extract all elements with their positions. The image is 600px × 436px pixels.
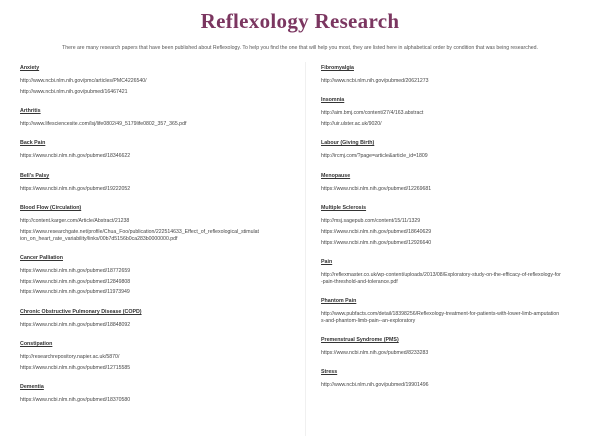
intro-text: There are many research papers that have been published about Reflexology. To help you find the one that will help you most, they are listed here in alphabetical order by condition that was being researched. <box>62 45 538 51</box>
research-link[interactable]: https://www.ncbi.nlm.nih.gov/pubmed/18640629 <box>321 228 432 235</box>
research-link[interactable]: http://www.ncbi.nlm.nih.gov/pmc/articles/PMC4226540/ <box>20 78 147 84</box>
section-pms <box>321 337 591 357</box>
section-insomnia <box>321 97 591 128</box>
research-link[interactable]: http://www.lifesciencesite.com/lsj/life0802/49_5179life0802_357_365.pdf <box>20 121 187 128</box>
section-pain <box>321 259 591 286</box>
section-back-pain <box>20 140 290 160</box>
section-stress <box>321 369 591 389</box>
research-link[interactable]: http://aim.bmj.com/content/27/4/163.abstract <box>321 110 424 117</box>
section-fibromyalgia <box>321 65 591 85</box>
research-link[interactable]: http://www.pubfacts.com/detail/18398256/Reflexology-treatment-for-patients-with-lower-limb-amputations-and-phantom-limb-pain--an-exploratory <box>321 310 560 324</box>
research-link[interactable]: https://www.ncbi.nlm.nih.gov/pubmed/18346622 <box>20 153 131 160</box>
page-title: Reflexology Research <box>200 9 400 33</box>
section-labour <box>321 140 591 160</box>
section-heading: Chronic Obstructive Pulmonary Disease (COPD) <box>20 308 142 315</box>
research-link[interactable]: http://www.ncbi.nlm.nih.gov/pubmed/20621273 <box>321 78 429 84</box>
research-link[interactable]: https://www.ncbi.nlm.nih.gov/pubmed/12849808 <box>20 278 131 285</box>
section-heading: Bell's Palsy <box>20 172 50 179</box>
section-heading: Constipation <box>20 341 53 348</box>
research-link[interactable]: https://www.ncbi.nlm.nih.gov/pubmed/18370580 <box>20 397 131 404</box>
section-heading: Menopause <box>321 172 351 179</box>
research-link[interactable]: https://www.ncbi.nlm.nih.gov/pubmed/12269681 <box>321 185 432 192</box>
research-link[interactable]: http://www.ncbi.nlm.nih.gov/pubmed/16467421 <box>20 88 128 95</box>
section-copd <box>20 309 290 329</box>
section-heading: Anxiety <box>20 65 40 71</box>
section-anxiety <box>20 65 290 96</box>
section-heading: Stress <box>321 369 338 376</box>
research-link[interactable]: https://www.ncbi.nlm.nih.gov/pubmed/11973949 <box>20 289 130 296</box>
section-heading: Cancer Palliation <box>20 254 63 261</box>
section-heading: Phantom Pain <box>321 297 357 304</box>
research-link[interactable]: http://uir.ulster.ac.uk/9020/ <box>321 121 382 128</box>
research-link[interactable]: http://msj.sagepub.com/content/15/11/1329 <box>321 217 421 224</box>
section-heading: Multiple Sclerosis <box>321 204 367 211</box>
research-link[interactable]: http://content.karger.com/Article/Abstract/21238 <box>20 217 130 224</box>
section-menopause <box>321 173 591 193</box>
section-heading: Labour (Giving Birth) <box>321 140 375 147</box>
section-heading: Fibromyalgia <box>321 65 354 71</box>
section-heading: Insomnia <box>321 97 345 104</box>
column-divider <box>305 62 306 436</box>
section-heading: Back Pain <box>20 140 46 147</box>
section-arthritis <box>20 108 290 128</box>
research-link[interactable]: https://www.ncbi.nlm.nih.gov/pubmed/19222052 <box>20 185 131 192</box>
section-heading: Arthritis <box>20 108 41 115</box>
research-link[interactable]: https://www.ncbi.nlm.nih.gov/pubmed/12715585 <box>20 364 131 371</box>
section-heading: Blood Flow (Circulation) <box>20 204 82 211</box>
research-link[interactable]: https://www.ncbi.nlm.nih.gov/pubmed/18848092 <box>20 321 131 328</box>
research-link[interactable]: http://reflexmaster.co.uk/wp-content/uploads/2013/08/Exploratory-study-on-the-efficacy-of-reflexology-for-pain-threshold-and-tolerance.pdf <box>321 271 561 285</box>
section-blood-flow <box>20 205 290 242</box>
section-constipation <box>20 341 290 372</box>
research-link[interactable]: http://ircmj.com/?page=article&article_id=1809 <box>321 153 428 160</box>
right-column <box>321 65 591 402</box>
left-column <box>20 65 290 416</box>
section-bells-palsy <box>20 173 290 193</box>
research-link[interactable]: https://www.ncbi.nlm.nih.gov/pubmed/18772659 <box>20 267 131 274</box>
research-link[interactable]: https://www.ncbi.nlm.nih.gov/pubmed/8233283 <box>321 350 429 357</box>
research-link[interactable]: http://www.ncbi.nlm.nih.gov/pubmed/19901496 <box>321 382 429 389</box>
research-link[interactable]: https://www.ncbi.nlm.nih.gov/pubmed/12926640 <box>321 239 432 246</box>
section-dementia <box>20 384 290 404</box>
research-link[interactable]: https://www.researchgate.net/profile/Chua_Foo/publication/222514633_Effect_of_reflexological_stimulation_on_heart_rate_variability/links/00b7d5156b0ca283b0000000.pdf <box>20 228 259 242</box>
section-heading: Dementia <box>20 384 44 391</box>
section-phantom-pain <box>321 298 591 325</box>
section-cancer-palliation <box>20 255 290 296</box>
research-link[interactable]: http://researchrepository.napier.ac.uk/5870/ <box>20 354 120 361</box>
section-heading: Premenstrual Syndrome (PMS) <box>321 337 399 344</box>
section-multiple-sclerosis <box>321 205 591 246</box>
section-heading: Pain <box>321 258 333 265</box>
